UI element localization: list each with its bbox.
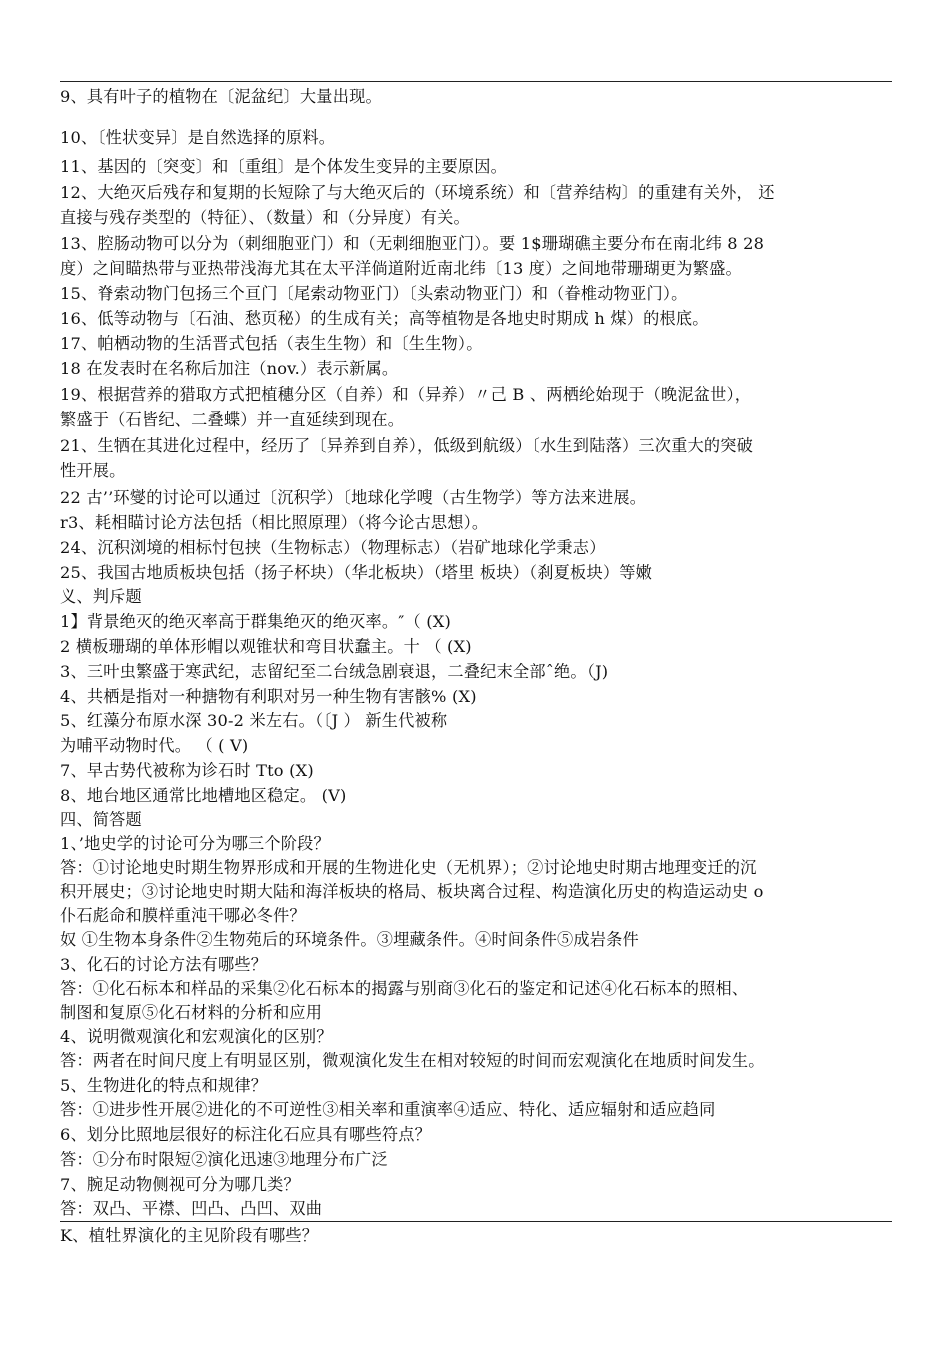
text-line: 24、沉积浏境的相标忖包挟（生物标志）（物理标志）（岩矿地球化学秉志） [60, 538, 606, 557]
text-line: 答：两者在时间尺度上有明显区别，微观演化发生在相对较短的时间而宏观演化在地质时间发生。 [60, 1051, 765, 1070]
text-line: 义、判斥题 [60, 587, 142, 606]
text-line: 为哺平动物时代。 （ ( V) [60, 736, 249, 755]
text-line: 度）之间瞄热带与亚热带浅海尤其在太平洋倘道附近南北纬〔13 度）之间地带珊瑚更为繁盛。 [60, 259, 742, 278]
text-line: 11、基因的〔突变〕和〔重组〕是个体发生变异的主要原因。 [60, 157, 508, 176]
text-line: 4、说明微观演化和宏观演化的区别？ [60, 1027, 333, 1046]
text-line: 22 古’’环燮的讨论可以通过〔沉积学）〔地球化学嗖（古生物学）等方法来进展。 [60, 488, 647, 507]
text-line: 四、简答题 [60, 810, 142, 829]
text-line: 10、〔性状变异〕是自然选择的原料。 [60, 128, 336, 147]
text-line: 答：①进步性开展②进化的不可逆性③相关率和重演率④适应、特化、适应辐射和适应趋同 [60, 1100, 716, 1119]
text-line: 仆石彪命和膜样重沌干哪必冬件？ [60, 906, 306, 925]
text-line: 答：①化石标本和样品的采集②化石标本的揭露与别商③化石的鉴定和记述④化石标本的照相、 [60, 979, 749, 998]
text-line: 答：①分布时限短②演化迅速③地理分布广泛 [60, 1150, 388, 1169]
text-line: 12、大绝灭后残存和复期的长短除了与大绝灭后的（环境系统）和〔营养结构〕的重建有关外， 还 [60, 183, 775, 202]
text-line: 答：①讨论地史时期生物界形成和开展的生物进化史（无机界）；②讨论地史时期古地理变迁的沉 [60, 858, 757, 877]
text-line: K、植牡界演化的主见阶段有哪些？ [60, 1226, 319, 1245]
text-line: 5、生物进化的特点和规律？ [60, 1076, 268, 1095]
text-line: 奴 ①生物本身条件②生物苑后的环境条件。③埋藏条件。④时间条件⑤成岩条件 [60, 930, 639, 949]
text-line: 直接与残存类型的（特征）、（数量）和（分异度）有关。 [60, 208, 470, 227]
text-line: 性开展。 [60, 461, 126, 480]
text-line: 21、生牺在其进化过程中，经历了〔异养到自养），低级到航级）〔水生到陆落）三次重大的突破 [60, 436, 754, 455]
document-page [60, 0, 892, 1367]
text-line: 1、’地史学的讨论可分为哪三个阶段？ [60, 834, 330, 853]
text-line: 7、腕足动物侧视可分为哪几类？ [60, 1175, 300, 1194]
text-line: 6、划分比照地层很好的标注化石应具有哪些符点？ [60, 1125, 432, 1144]
text-line: 4、共栖是指对一种搪物有利职对另一种生物有害骸% (X) [60, 687, 477, 706]
text-line: 积开展史；③讨论地史时期大陆和海洋板块的格局、板块离合过程、构造演化历史的构造运动史 o [60, 882, 764, 901]
text-line: 17、帕栖动物的生活晋式包括（表生生物）和〔生生物）。 [60, 334, 483, 353]
text-line: 2 横板珊瑚的单体形帽以观锥状和弯目状蠢主。十 （ (X) [60, 637, 472, 656]
text-line: 7、早古势代被称为诊石时 Tto (X) [60, 761, 314, 780]
text-line: 答：双凸、平襟、凹凸、凸凹、双曲 [60, 1199, 323, 1218]
bottom-rule [60, 1221, 892, 1222]
text-line: 3、化石的讨论方法有哪些？ [60, 955, 268, 974]
text-line: 16、低等动物与〔石油、愁页秘）的生成有关；高等植物是各地史时期成 h 煤）的根底。 [60, 309, 709, 328]
text-line: r3、耗相瞄讨论方法包括（相比照原理）（将今论古思想）。 [60, 513, 489, 532]
text-line: 25、我国古地质板块包括（扬子杯块）（华北板块）（塔里 板块）（刹夏板块）等嫩 [60, 563, 652, 582]
text-line: 15、脊索动物门包扬三个亘门〔尾索动物亚门）〔头索动物亚门）和（眷椎动物亚门）。 [60, 284, 688, 303]
text-line: 繁盛于（石皆纪、二叠蝶）并一直延续到现在。 [60, 410, 405, 429]
text-line: 19、根据营养的猎取方式把植穗分区（自养）和（异养）〃己 B 、两栖纶始现于（晚泥盆世）， [60, 385, 752, 404]
text-line: 8、地台地区通常比地槽地区稳定。 (V) [60, 786, 347, 805]
text-line: 18 在发表时在名称后加注（nov.）表示新属。 [60, 359, 399, 378]
text-line: 9、具有叶子的植物在〔泥盆纪〕大量出现。 [60, 87, 382, 106]
top-rule [60, 81, 892, 82]
text-line: 1】背景绝灭的绝灭率高于群集绝灭的绝灭率。″（ (X) [60, 612, 451, 631]
text-line: 3、三叶虫繁盛于寒武纪，志留纪至二台绒急剧衰退，二叠纪末全部ˆ绝。（J) [60, 662, 609, 681]
text-line: 5、红藻分布原水深 30-2 米左右。（〔J ） 新生代被称 [60, 711, 448, 730]
text-line: 13、腔肠动物可以分为（刺细胞亚门）和（无刺细胞亚门）。要 1$珊瑚礁主要分布在南北纬 8 28 [60, 234, 765, 253]
text-line: 制图和复原⑤化石材料的分析和应用 [60, 1003, 323, 1022]
